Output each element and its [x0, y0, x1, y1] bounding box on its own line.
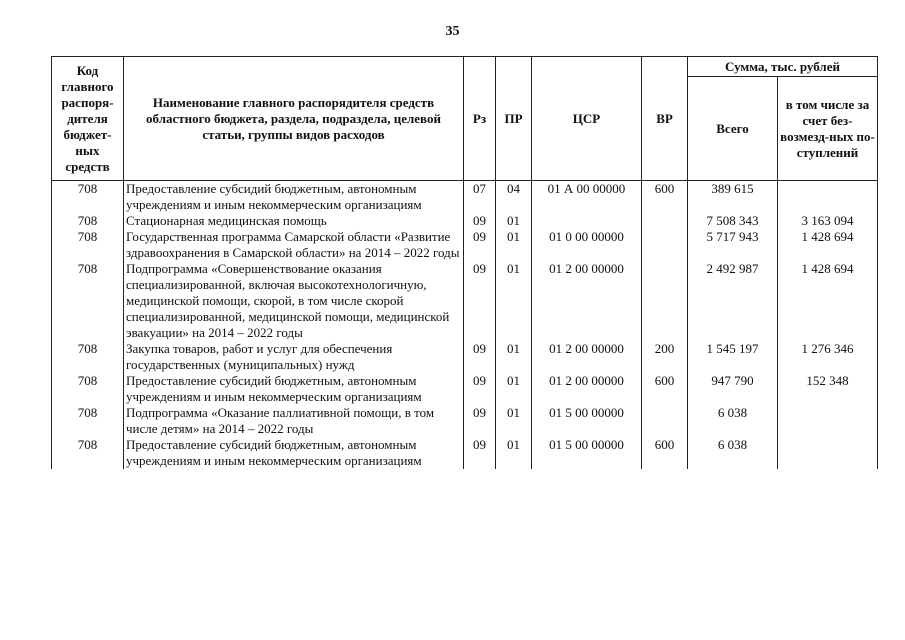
row-total: 1 545 197 [688, 341, 778, 373]
page-number: 35 [445, 24, 460, 39]
row-pr: 01 [496, 229, 532, 261]
table-row [52, 261, 878, 341]
row-csr: 01 5 00 00000 [532, 405, 642, 437]
row-code: 708 [52, 181, 124, 214]
header-code: Код главного распоря-дителя бюджет-ных средств [52, 57, 124, 181]
row-name: Закупка товаров, работ и услуг для обеспечения государственных (муниципальных) нужд [124, 341, 464, 373]
row-code: 708 [52, 229, 124, 261]
row-code: 708 [52, 437, 124, 469]
row-rz: 07 [464, 181, 496, 214]
row-pr: 01 [496, 437, 532, 469]
budget-table [51, 56, 878, 469]
row-name: Подпрограмма «Оказание паллиативной помощи, в том числе детям» на 2014 – 2022 годы [124, 405, 464, 437]
row-total: 389 615 [688, 181, 778, 214]
row-total: 947 790 [688, 373, 778, 405]
row-incl [778, 405, 878, 437]
table-row [52, 373, 878, 405]
row-rz: 09 [464, 437, 496, 469]
row-csr: 01 А 00 00000 [532, 181, 642, 214]
header-name: Наименование главного распорядителя средств областного бюджета, раздела, подраздела, целевой статьи, группы видов расходов [124, 57, 464, 181]
row-rz: 09 [464, 405, 496, 437]
row-vr: 600 [642, 181, 688, 214]
row-name: Подпрограмма «Совершенствование оказания специализированной, включая высокотехнологичную, медицинской помощи, скорой, в том числе скорой специализированной, медицинской помощи, медицинской эвакуации» на 2014 – 2022 годы [124, 261, 464, 341]
table-row [52, 341, 878, 373]
row-pr: 01 [496, 405, 532, 437]
row-total: 6 038 [688, 405, 778, 437]
row-pr: 01 [496, 341, 532, 373]
table-row [52, 213, 878, 229]
row-csr: 01 5 00 00000 [532, 437, 642, 469]
row-incl: 1 428 694 [778, 229, 878, 261]
row-code: 708 [52, 341, 124, 373]
table-row [52, 405, 878, 437]
row-total: 6 038 [688, 437, 778, 469]
row-csr: 01 2 00 00000 [532, 341, 642, 373]
row-name: Стационарная медицинская помощь [124, 213, 464, 229]
row-pr: 04 [496, 181, 532, 214]
header-vr: ВР [642, 57, 688, 181]
row-code: 708 [52, 261, 124, 341]
row-incl: 152 348 [778, 373, 878, 405]
row-pr: 01 [496, 213, 532, 229]
header-sum: Сумма, тыс. рублей [688, 57, 878, 77]
row-incl: 1 276 346 [778, 341, 878, 373]
header-pr: ПР [496, 57, 532, 181]
header-total: Всего [688, 77, 778, 181]
row-total: 7 508 343 [688, 213, 778, 229]
row-csr: 01 2 00 00000 [532, 373, 642, 405]
row-total: 2 492 987 [688, 261, 778, 341]
row-incl [778, 437, 878, 469]
row-incl: 1 428 694 [778, 261, 878, 341]
row-incl: 3 163 094 [778, 213, 878, 229]
row-name: Предоставление субсидий бюджетным, автономным учреждениям и иным некоммерческим организациям [124, 373, 464, 405]
row-name: Государственная программа Самарской области «Развитие здравоохранения в Самарской области» на 2014 – 2022 годы [124, 229, 464, 261]
row-code: 708 [52, 213, 124, 229]
row-rz: 09 [464, 229, 496, 261]
row-vr: 600 [642, 373, 688, 405]
row-vr: 600 [642, 437, 688, 469]
table-row [52, 437, 878, 469]
row-rz: 09 [464, 213, 496, 229]
row-vr [642, 261, 688, 341]
row-csr: 01 2 00 00000 [532, 261, 642, 341]
row-rz: 09 [464, 261, 496, 341]
header-csr: ЦСР [532, 57, 642, 181]
row-vr [642, 213, 688, 229]
row-vr: 200 [642, 341, 688, 373]
row-pr: 01 [496, 373, 532, 405]
table-row [52, 181, 878, 214]
row-code: 708 [52, 373, 124, 405]
table-body [52, 181, 878, 470]
header-rz: Рз [464, 57, 496, 181]
row-pr: 01 [496, 261, 532, 341]
row-incl [778, 181, 878, 214]
row-total: 5 717 943 [688, 229, 778, 261]
row-csr: 01 0 00 00000 [532, 229, 642, 261]
row-rz: 09 [464, 373, 496, 405]
table-row [52, 229, 878, 261]
row-code: 708 [52, 405, 124, 437]
row-rz: 09 [464, 341, 496, 373]
row-vr [642, 229, 688, 261]
row-name: Предоставление субсидий бюджетным, автономным учреждениям и иным некоммерческим организациям [124, 437, 464, 469]
row-vr [642, 405, 688, 437]
row-name: Предоставление субсидий бюджетным, автономным учреждениям и иным некоммерческим организациям [124, 181, 464, 214]
header-incl: в том числе за счет без-возмезд-ных по-ступлений [778, 77, 878, 181]
row-csr [532, 213, 642, 229]
